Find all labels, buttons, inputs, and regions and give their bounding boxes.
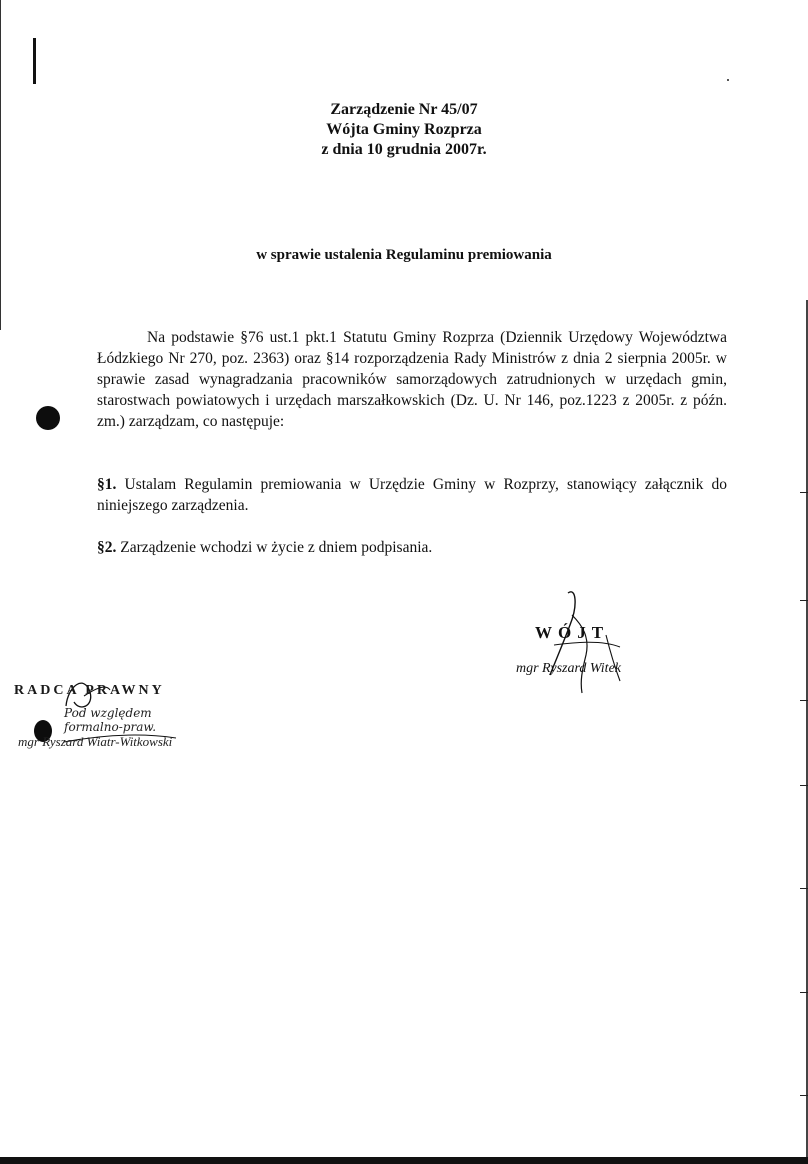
section-2-number: §2. (97, 539, 117, 556)
document-subject: w sprawie ustalenia Regulaminu premiowania (256, 247, 552, 263)
scan-dust (727, 79, 729, 81)
scan-mark (33, 38, 36, 84)
scan-tick (800, 785, 808, 786)
punch-hole (36, 406, 60, 430)
section-2 (97, 537, 727, 558)
scan-tick (800, 1095, 808, 1096)
signatory-name: mgr Ryszard Witek (516, 661, 621, 676)
scan-tick (800, 700, 808, 701)
issue-date: z dnia 10 grudnia 2007r. (321, 141, 487, 158)
stamp-signatory-name: mgr Ryszard Wiatr-Witkowski (18, 734, 173, 749)
stamp-note-line-2: formalno-praw. (64, 720, 157, 734)
scan-tick (800, 992, 808, 993)
section-1-text: Ustalam Regulamin premiowania w Urzędzie Gminy w Rozprzy, stanowiący załącznik do niniejszego zarządzenia. (97, 476, 727, 514)
section-1-number: §1. (97, 476, 117, 493)
legal-basis-paragraph: Na podstawie §76 ust.1 pkt.1 Statutu Gminy Rozprza (Dziennik Urzędowy Województwa Łódzkiego Nr 270, poz. 2363) oraz §14 rozporządzenia Rady Ministrów z dnia 2 sierpnia 2005r. w sprawie zasad wynagradzania pracowników samorządowych zatrudnionych w urzędach gmin, starostwach powiatowych i urzędach marszałkowskich (Dz. U. Nr 146, poz.1223 z 2005r. z późn. zm.) zarządzam, co następuje: (97, 329, 727, 430)
scan-edge-bottom (0, 1157, 808, 1164)
signature-title: WÓJT (535, 623, 610, 642)
scan-tick (800, 492, 808, 493)
document-header (0, 100, 808, 160)
scan-tick (800, 600, 808, 601)
stamp-title: RADCA PRAWNY (14, 683, 165, 698)
stamp-note-line-1: Pod względem (64, 706, 152, 720)
scan-edge-left (0, 0, 1, 330)
stamp-approval-note (64, 706, 156, 734)
issuer: Wójta Gminy Rozprza (326, 121, 482, 138)
order-number: Zarządzenie Nr 45/07 (330, 101, 478, 118)
section-1 (97, 474, 727, 516)
scan-tick (800, 888, 808, 889)
section-2-text: Zarządzenie wchodzi w życie z dniem podpisania. (120, 539, 433, 556)
